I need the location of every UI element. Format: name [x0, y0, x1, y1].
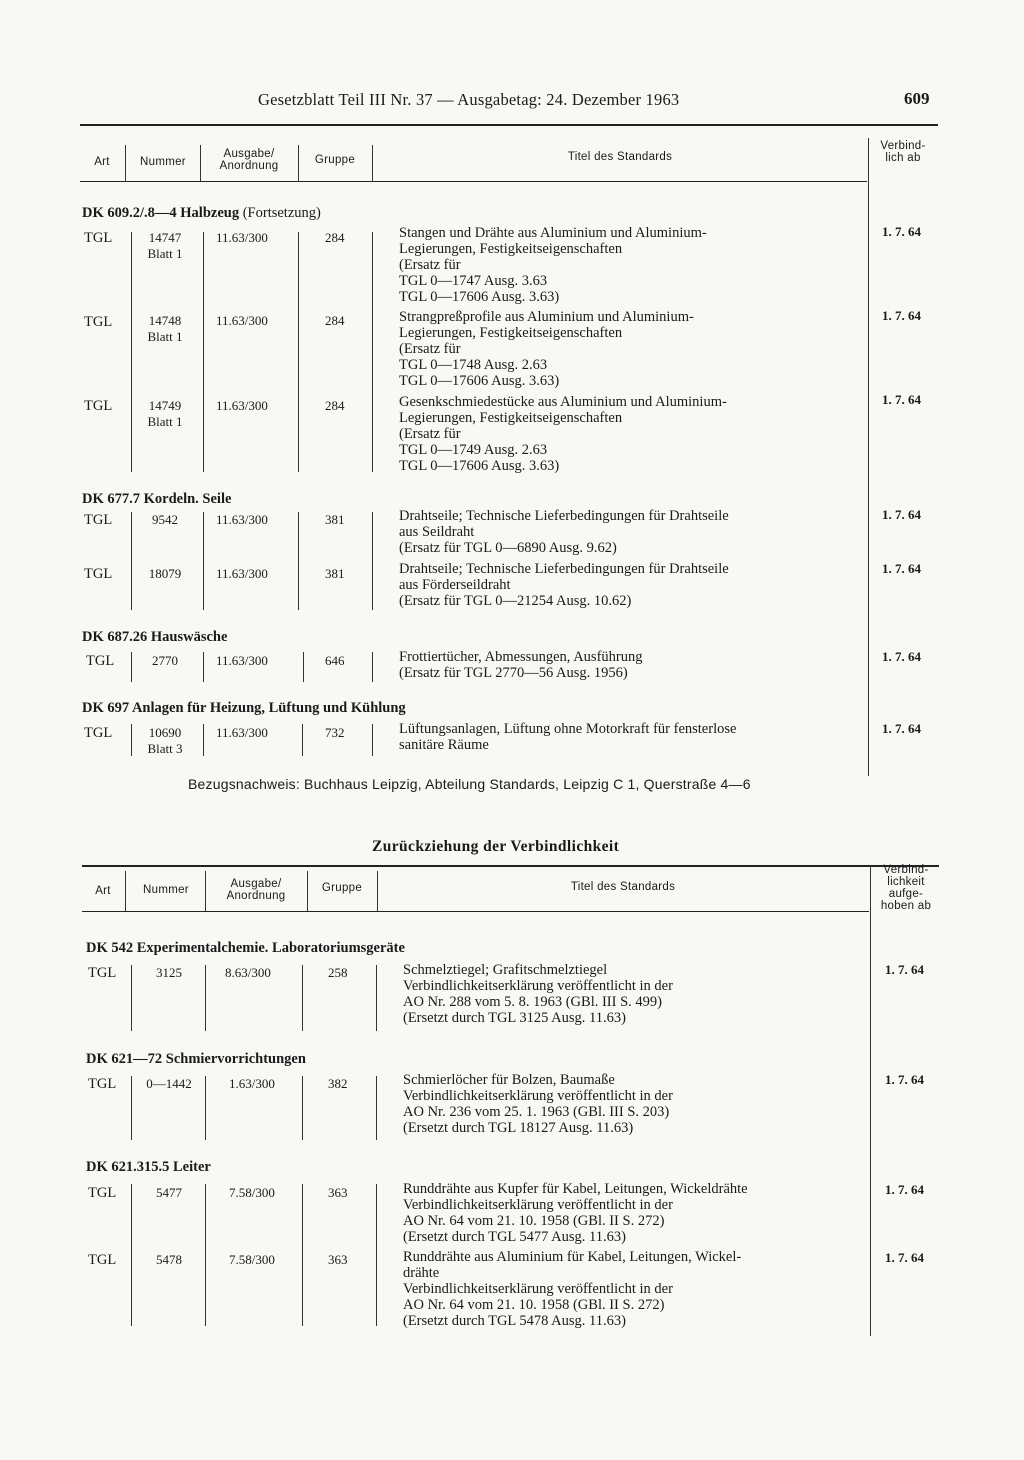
- col-tick: [131, 965, 132, 1031]
- col-tick: [203, 724, 204, 756]
- col-divider: [200, 145, 201, 181]
- cell-gruppe: 284: [325, 398, 345, 413]
- section-heading: [82, 491, 231, 508]
- page-number: 609: [904, 89, 930, 108]
- cell-ausgabe: 11.63/300: [216, 566, 268, 581]
- col-header-nummer: Nummer: [143, 884, 189, 896]
- col-header-nummer: Nummer: [140, 156, 186, 168]
- cell-titel: Schmierlöcher für Bolzen, Baumaße Verbindlichkeitserklärung veröffentlicht in der AO Nr. 236 vom 25. 1. 1963 (GBl. III S. 203) (Ersetzt durch TGL 18127 Ausg. 11.63): [403, 1072, 673, 1136]
- cell-gruppe: 646: [325, 653, 345, 668]
- col-divider: [125, 145, 126, 181]
- cell-titel: Frottiertücher, Abmessungen, Ausführung (Ersatz für TGL 2770—56 Ausg. 1956): [399, 649, 643, 681]
- cell-nummer: 18079: [148, 566, 182, 581]
- cell-art: TGL: [84, 725, 113, 741]
- cell-nummer: 14747: [148, 230, 182, 245]
- col-tick: [203, 232, 204, 472]
- cell-blatt: Blatt 3: [147, 741, 183, 756]
- cell-gruppe: 363: [328, 1252, 348, 1267]
- col-header-verbindlich: Verbind- lich ab: [880, 140, 926, 164]
- cell-blatt: Blatt 1: [147, 414, 183, 429]
- col-tick: [205, 1184, 206, 1326]
- col-header-ausgabe: Ausgabe/ Anordnung: [226, 878, 286, 902]
- col-header-gruppe: Gruppe: [321, 882, 363, 894]
- col-tick: [131, 1184, 132, 1326]
- col-tick: [131, 652, 132, 682]
- section-dk: DK 542 Experimentalchemie. Laboratoriumsgeräte: [86, 940, 405, 956]
- cell-ausgabe: 7.58/300: [229, 1252, 275, 1267]
- cell-gruppe: 381: [325, 512, 345, 527]
- section-dk: DK 621.315.5 Leiter: [86, 1159, 211, 1175]
- col-divider: [372, 145, 373, 181]
- cell-ausgabe: 11.63/300: [216, 313, 268, 328]
- col-tick: [372, 724, 373, 756]
- section-dk: DK 621—72 Schmiervorrichtungen: [86, 1051, 306, 1067]
- cell-art: TGL: [88, 1076, 117, 1092]
- cell-verbindlich: 1. 7. 64: [882, 224, 921, 239]
- col-tick: [372, 232, 373, 472]
- cell-art: TGL: [88, 1185, 117, 1201]
- cell-titel: Runddrähte aus Kupfer für Kabel, Leitungen, Wickeldrähte Verbindlichkeitserklärung veröffentlicht in der AO Nr. 64 vom 21. 10. 1958 (GBl. II S. 272) (Ersetzt durch TGL 5477 Ausg. 11.63): [403, 1181, 748, 1245]
- cell-blatt: Blatt 1: [147, 246, 183, 261]
- cell-art: TGL: [88, 1252, 117, 1268]
- section-heading: [86, 940, 405, 957]
- cell-art: TGL: [88, 965, 117, 981]
- cell-titel: Runddrähte aus Aluminium für Kabel, Leitungen, Wickel- drähte Verbindlichkeitserklärung veröffentlicht in der AO Nr. 64 vom 21. 10. 1958 (GBl. II S. 272) (Ersetzt durch TGL 5478 Ausg. 11.63): [403, 1249, 742, 1329]
- col-divider: [205, 871, 206, 911]
- cell-gruppe: 258: [328, 965, 348, 980]
- col-header-ausgabe: Ausgabe/ Anordnung: [219, 148, 279, 172]
- cell-titel: Schmelztiegel; Grafitschmelztiegel Verbindlichkeitserklärung veröffentlicht in der AO Nr. 288 vom 5. 8. 1963 (GBl. III S. 499) (Ersetzt durch TGL 3125 Ausg. 11.63): [403, 962, 673, 1026]
- cell-ausgabe: 1.63/300: [229, 1076, 275, 1091]
- col-tick: [205, 965, 206, 1031]
- cell-ausgabe: 7.58/300: [229, 1185, 275, 1200]
- col-header-verbindlich: Verbind- lichkeit aufge- hoben ab: [880, 864, 932, 912]
- col-tick: [131, 512, 132, 610]
- section-heading: [86, 1051, 306, 1068]
- cell-nummer: 14748: [148, 313, 182, 328]
- col-tick: [298, 512, 299, 610]
- cell-verbindlich: 1. 7. 64: [885, 1072, 924, 1087]
- col-header-art: Art: [94, 156, 110, 168]
- col-tick: [302, 1184, 303, 1326]
- table-header-rule: [80, 181, 867, 182]
- cell-art: TGL: [86, 653, 115, 669]
- cell-verbindlich: 1. 7. 64: [882, 507, 921, 522]
- col-tick: [372, 512, 373, 610]
- cell-titel: Drahtseile; Technische Lieferbedingungen für Drahtseile aus Seildraht (Ersatz für TGL 0—6890 Ausg. 9.62): [399, 508, 729, 556]
- col-header-titel: Titel des Standards: [567, 151, 673, 163]
- col-divider: [377, 871, 378, 911]
- cell-ausgabe: 11.63/300: [216, 398, 268, 413]
- section-note: (Fortsetzung): [242, 205, 321, 221]
- cell-titel: Lüftungsanlagen, Lüftung ohne Motorkraft für fensterlose sanitäre Räume: [399, 721, 737, 753]
- section-heading: [82, 205, 321, 222]
- section-heading: [86, 1159, 211, 1176]
- cell-nummer: 5477: [156, 1185, 182, 1200]
- cell-titel: Stangen und Drähte aus Aluminium und Aluminium- Legierungen, Festigkeitseigenschaften (Ersatz für TGL 0—1747 Ausg. 3.63 TGL 0—17606 Ausg. 3.63): [399, 225, 707, 305]
- col-divider: [307, 871, 308, 911]
- col-tick: [302, 1076, 303, 1140]
- cell-ausgabe: 11.63/300: [216, 512, 268, 527]
- cell-art: TGL: [84, 230, 113, 246]
- col-divider-date: [870, 866, 871, 1336]
- col-divider: [298, 145, 299, 181]
- bezugsnachweis: Bezugsnachweis: Buchhaus Leipzig, Abteilung Standards, Leipzig C 1, Querstraße 4—6: [188, 776, 751, 792]
- col-tick: [302, 724, 303, 756]
- section-heading: [82, 629, 227, 646]
- col-tick: [205, 1076, 206, 1140]
- col-tick: [376, 1076, 377, 1140]
- cell-nummer: 3125: [156, 965, 182, 980]
- cell-gruppe: 732: [325, 725, 345, 740]
- table-top-rule: [82, 865, 939, 867]
- section-dk: DK 697 Anlagen für Heizung, Lüftung und Kühlung: [82, 700, 406, 716]
- col-tick: [376, 965, 377, 1031]
- cell-nummer: 5478: [156, 1252, 182, 1267]
- cell-art: TGL: [84, 566, 113, 582]
- col-tick: [131, 232, 132, 472]
- cell-ausgabe: 11.63/300: [216, 653, 268, 668]
- cell-titel: Gesenkschmiedestücke aus Aluminium und Aluminium- Legierungen, Festigkeitseigenschaften (Ersatz für TGL 0—1749 Ausg. 2.63 TGL 0—17606 Ausg. 3.63): [399, 394, 727, 474]
- col-tick: [131, 1076, 132, 1140]
- cell-verbindlich: 1. 7. 64: [882, 308, 921, 323]
- col-tick: [131, 724, 132, 756]
- section-dk: DK 609.2/.8—4 Halbzeug: [82, 205, 240, 221]
- cell-verbindlich: 1. 7. 64: [882, 561, 921, 576]
- cell-gruppe: 284: [325, 230, 345, 245]
- col-tick: [303, 652, 304, 682]
- cell-verbindlich: 1. 7. 64: [882, 392, 921, 407]
- cell-art: TGL: [84, 314, 113, 330]
- section-heading: [82, 700, 406, 717]
- col-tick: [372, 652, 373, 682]
- cell-verbindlich: 1. 7. 64: [882, 721, 921, 736]
- cell-gruppe: 382: [328, 1076, 348, 1091]
- col-tick: [203, 652, 204, 682]
- cell-titel: Strangpreßprofile aus Aluminium und Aluminium- Legierungen, Festigkeitseigenschaften (Ersatz für TGL 0—1748 Ausg. 2.63 TGL 0—17606 Ausg. 3.63): [399, 309, 694, 389]
- cell-verbindlich: 1. 7. 64: [882, 649, 921, 664]
- col-header-titel: Titel des Standards: [570, 881, 676, 893]
- cell-nummer: 2770: [152, 653, 178, 668]
- cell-nummer: 10690: [148, 725, 182, 740]
- col-header-art: Art: [95, 885, 111, 897]
- cell-nummer: 0—1442: [146, 1076, 192, 1091]
- table-header-rule: [82, 911, 869, 912]
- cell-gruppe: 381: [325, 566, 345, 581]
- col-divider: [125, 871, 126, 911]
- cell-blatt: Blatt 1: [147, 329, 183, 344]
- cell-art: TGL: [84, 512, 113, 528]
- cell-titel: Drahtseile; Technische Lieferbedingungen für Drahtseile aus Förderseildraht (Ersatz für TGL 0—21254 Ausg. 10.62): [399, 561, 729, 609]
- cell-gruppe: 363: [328, 1185, 348, 1200]
- cell-verbindlich: 1. 7. 64: [885, 1250, 924, 1265]
- page-header-title: Gesetzblatt Teil III Nr. 37 — Ausgabetag: 24. Dezember 1963: [258, 90, 680, 109]
- cell-verbindlich: 1. 7. 64: [885, 962, 924, 977]
- table-top-rule: [80, 124, 938, 126]
- cell-ausgabe: 11.63/300: [216, 725, 268, 740]
- col-tick: [376, 1184, 377, 1326]
- col-tick: [298, 232, 299, 472]
- col-divider-date: [868, 138, 869, 776]
- col-header-gruppe: Gruppe: [314, 154, 356, 166]
- cell-nummer: 9542: [152, 512, 178, 527]
- cell-nummer: 14749: [148, 398, 182, 413]
- cell-gruppe: 284: [325, 313, 345, 328]
- cell-ausgabe: 8.63/300: [225, 965, 271, 980]
- section-dk: DK 687.26 Hauswäsche: [82, 629, 228, 645]
- col-tick: [302, 965, 303, 1031]
- col-tick: [203, 512, 204, 610]
- cell-art: TGL: [84, 398, 113, 414]
- cell-ausgabe: 11.63/300: [216, 230, 268, 245]
- section-dk: DK 677.7 Kordeln. Seile: [82, 491, 232, 507]
- withdrawal-heading: Zurückziehung der Verbindlichkeit: [372, 838, 620, 855]
- cell-verbindlich: 1. 7. 64: [885, 1182, 924, 1197]
